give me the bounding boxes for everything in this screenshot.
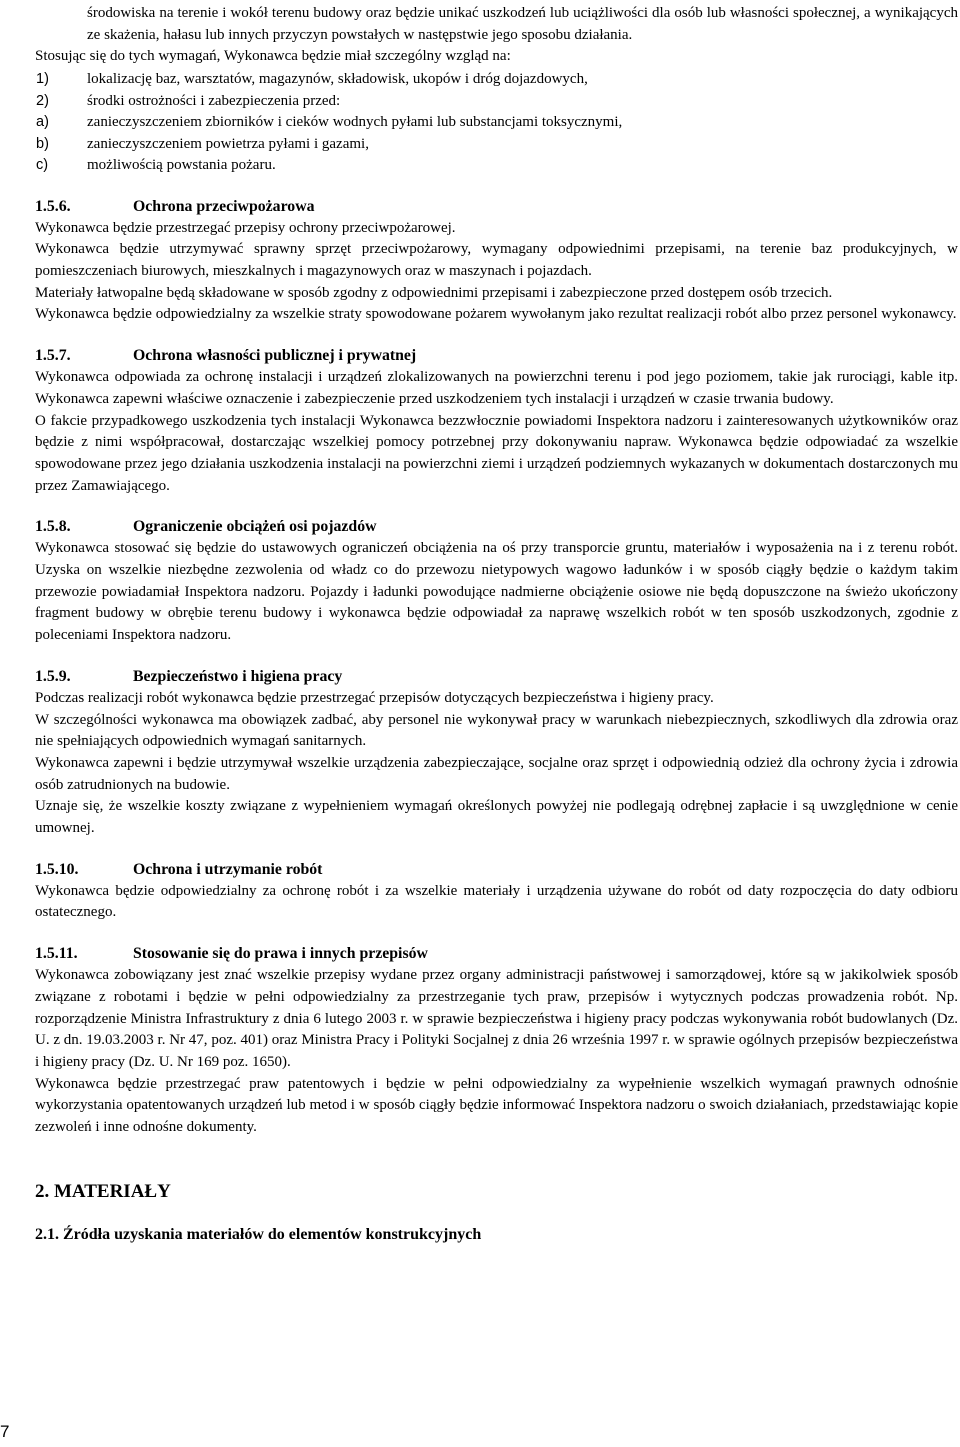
list-number: 1)	[36, 71, 49, 88]
section-number: 1.5.7.	[35, 347, 71, 365]
subchapter-heading: 2.1. Źródła uzyskania materiałów do elementów konstrukcyjnych	[35, 1225, 482, 1243]
section-paragraph: Wykonawca odpowiada za ochronę instalacji i urządzeń zlokalizowanych na powierzchni terenu i pod jego poziomem, takie jak rurociągi, kable itp. Wykonawca zapewni właściwe oznaczenie i zabezpieczenie przed uszkodzeniem tych instalacji i urządzeń w czasie trwania budowy.	[35, 369, 958, 407]
section-heading-1-5-7	[35, 344, 958, 367]
sublist-item	[35, 112, 958, 134]
section-heading-1-5-11	[35, 942, 958, 965]
section-heading-1-5-6	[35, 195, 958, 218]
list-number: 2)	[36, 93, 49, 110]
sublist-item	[35, 134, 958, 156]
section-number: 1.5.6.	[35, 197, 71, 215]
sublist-text: możliwością powstania pożaru.	[87, 157, 276, 174]
section-paragraph: W szczególności wykonawca ma obowiązek zadbać, aby personel nie wykonywał pracy w warunkach niebezpiecznych, szkodliwych dla zdrowia oraz nie spełniających odpowiednich wymagań sanitarnych.	[35, 711, 958, 750]
section-heading-1-5-8	[35, 515, 958, 538]
section-paragraph: Wykonawca stosować się będzie do ustawowych ograniczeń obciążenia na oś przy transporcie gruntu, materiałów i wyposażenia na i z terenu robót. Uzyska on wszelkie niezbędne zezwolenia od władz co do przewozu nietypowych wagowo ładunków i w sposób ciągły będzie o każdym takim przewozie powiadamiał Inspektora nadzoru. Pojazdy i ładunki powodujące nadmierne obciążenie osiowe nie będą dopuszczone na świeżo ukończony fragment budowy w obrębie terenu budowy i wykonawca będzie odpowiadał za naprawę wszelkich robót w ten sposób uszkodzonych, zgodnie z poleceniami Inspektora nadzoru.	[35, 540, 958, 644]
list-item	[35, 90, 958, 112]
page-number: 7	[0, 1422, 10, 1441]
section-heading-1-5-9	[35, 665, 958, 688]
section-heading-1-5-10	[35, 858, 958, 881]
section-paragraph: Wykonawca zapewni i będzie utrzymywał wszelkie urządzenia zabezpieczające, socjalne oraz sprzęt i odpowiednią odzież dla ochrony życia i zdrowia osób zatrudnionych na budowie.	[35, 754, 958, 793]
section-title: Ochrona i utrzymanie robót	[133, 860, 323, 878]
chapter-heading: 2. MATERIAŁY	[35, 1180, 171, 1202]
section-paragraph: Wykonawca będzie odpowiedzialny za wszelkie straty spowodowane pożarem wywołanym jako rezultat realizacji robót albo przez personel wykonawcy.	[35, 306, 957, 323]
section-paragraph: Wykonawca będzie utrzymywać sprawny sprzęt przeciwpożarowy, wymagany odpowiednimi przepisami, na terenie baz produkcyjnych, w pomieszczeniach biurowych, mieszkalnych i magazynowych oraz w maszynach i pojazdach.	[35, 241, 958, 280]
section-paragraph: Podczas realizacji robót wykonawca będzie przestrzegać przepisów dotyczących bezpieczeństwa i higieny pracy.	[35, 689, 714, 706]
list-text: lokalizację baz, warsztatów, magazynów, składowisk, ukopów i dróg dojazdowych,	[87, 71, 588, 88]
section-paragraph: Wykonawca będzie przestrzegać przepisy ochrony przeciwpożarowej.	[35, 219, 456, 236]
section-number: 1.5.8.	[35, 518, 71, 536]
section-title: Ograniczenie obciążeń osi pojazdów	[133, 518, 377, 536]
section-paragraph: Wykonawca będzie przestrzegać praw patentowych i będzie w pełni odpowiedzialny za wypełnienie wszelkich wymagań prawnych odnośnie wykorzystania opatentowanych urządzeń lub metod i w sposób ciągły będzie informować Inspektora nadzoru o swoich działaniach, przedstawiając kopie zezwoleń i inne odnośne dokumenty.	[35, 1075, 958, 1136]
sublist-letter: c)	[36, 157, 49, 174]
list-text: środki ostrożności i zabezpieczenia przed:	[87, 93, 341, 110]
document-page	[35, 3, 958, 1247]
section-number: 1.5.11.	[35, 945, 78, 963]
sublist-letter: b)	[36, 135, 49, 152]
section-title: Stosowanie się do prawa i innych przepisów	[133, 945, 428, 963]
section-paragraph: Wykonawca zobowiązany jest znać wszelkie przepisy wydane przez organy administracji państwowej i samorządowej, które są w jakikolwiek sposób związane z robotami i będzie w pełni odpowiedzialny za przestrzeganie tych praw, przepisów i wytycznych podczas prowadzenia robót. Np. rozporządzenie Ministra Infrastruktury z dnia 6 lutego 2003 r. w sprawie bezpieczeństwa i higieny pracy podczas wykonywania robót budowlanych (Dz. U. z dn. 19.03.2003 r. Nr 47, poz. 401) oraz Ministra Pracy i Polityki Socjalnej z dnia 26 września 1997 r. w sprawie ogólnych przepisów bezpieczeństwa i higieny pracy (Dz. U. Nr 169 poz. 1650).	[35, 967, 958, 1070]
section-number: 1.5.10.	[35, 860, 79, 878]
section-paragraph: O fakcie przypadkowego uszkodzenia tych instalacji Wykonawca bezzwłocznie powiadomi Inspektora nadzoru i zainteresowanych użytkowników oraz będzie z nimi współpracował, dostarczając wszelkiej pomocy potrzebnej przy dokonywaniu napraw. Wykonawca będzie odpowiadać za wszelkie spowodowane przez jego działania uszkodzenia instalacji na powierzchni ziemi i urządzeń podziemnych wykazanych w dokumentach dostarczonych mu przez Zamawiającego.	[35, 412, 958, 494]
section-paragraph: Wykonawca będzie odpowiedzialny za ochronę robót i za wszelkie materiały i urządzenia używane do robót od daty rozpoczęcia do daty odbioru ostatecznego.	[35, 882, 958, 921]
intro-continuation: środowiska na terenie i wokół terenu budowy oraz będzie unikać uszkodzeń lub uciążliwości dla osób lub własności społecznej, a wynikających ze skażenia, hałasu lub innych przyczyn powstałych w następstwie jego sposobu działania.	[87, 5, 958, 43]
list-item	[35, 68, 958, 90]
sublist-text: zanieczyszczeniem powietrza pyłami i gazami,	[87, 135, 369, 152]
section-paragraph: Materiały łatwopalne będą składowane w sposób zgodny z odpowiednimi przepisami i zabezpieczone przed dostępem osób trzecich.	[35, 284, 833, 301]
section-number: 1.5.9.	[35, 667, 71, 685]
sublist-letter: a)	[36, 114, 49, 131]
section-paragraph: Uznaje się, że wszelkie koszty związane z wypełnieniem wymagań określonych powyżej nie podlegają odrębnej zapłacie i są uwzględnione w cenie umownej.	[35, 798, 958, 837]
section-title: Ochrona własności publicznej i prywatnej	[133, 347, 417, 365]
sublist-text: zanieczyszczeniem zbiorników i cieków wodnych pyłami lub substancjami toksycznymi,	[87, 114, 623, 131]
section-title: Ochrona przeciwpożarowa	[133, 197, 315, 215]
intro-lead: Stosując się do tych wymagań, Wykonawca będzie miał szczególny wzgląd na:	[35, 48, 511, 65]
sublist-item	[35, 155, 958, 177]
section-title: Bezpieczeństwo i higiena pracy	[133, 667, 343, 685]
